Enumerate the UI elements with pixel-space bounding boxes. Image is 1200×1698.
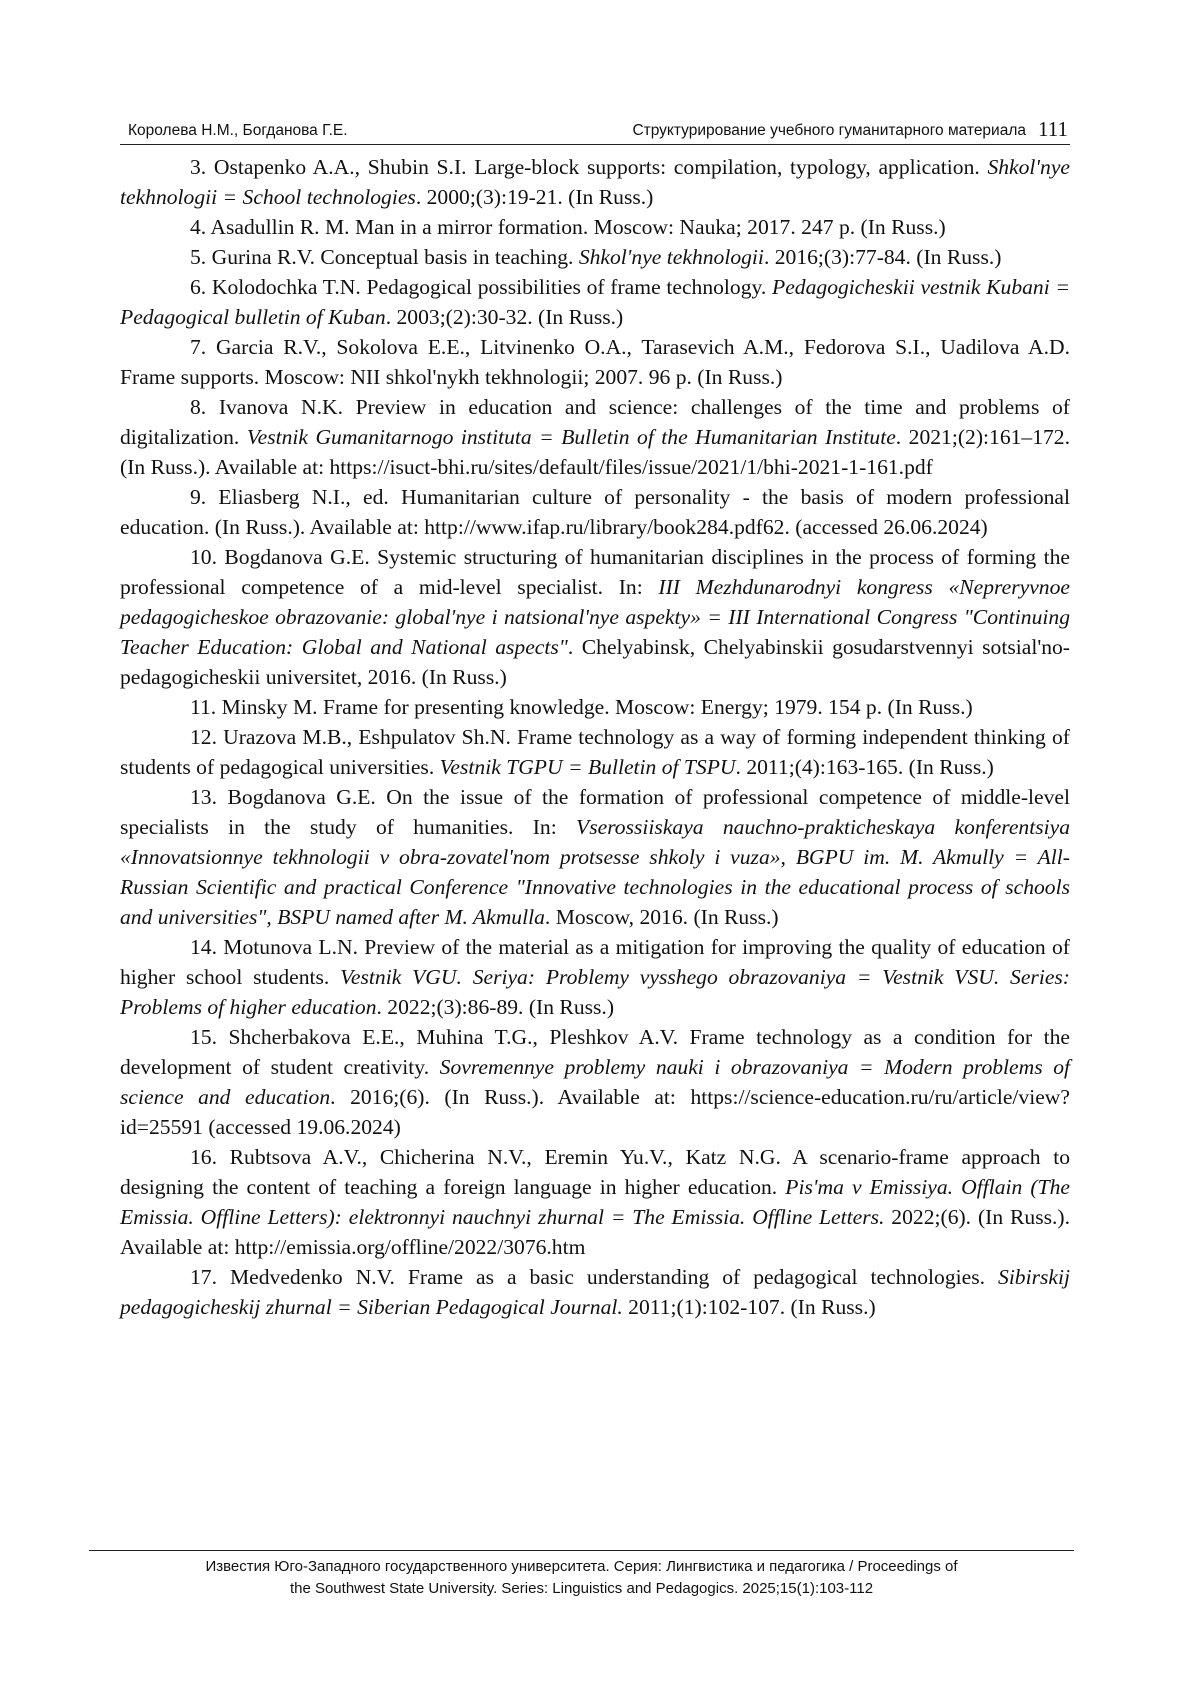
ref-source: Vserossiiskaya nauchno-prakticheskaya konferentsiya «Innovatsionnye tekhnologii v obra-zovatel'nom protsesse shkoly i vuza», BGPU im. M. Akmully = All-Russian Scientific and practical Conference "Innovative technologies in the educational process of schools and universities", BSPU named after M. Akmulla: [120, 815, 1070, 929]
reference-item: [120, 1022, 1070, 1142]
ref-text: 6. Kolodochka T.N. Pedagogical possibilities of frame technology.: [190, 275, 773, 299]
header-title: Структурирование учебного гуманитарного материала: [632, 122, 1026, 139]
ref-text: 15. Shcherbakova E.E., Muhina T.G., Pleshkov A.V. Frame technology as a condition for the development of student creativity.: [120, 1025, 1070, 1079]
ref-text: 8. Ivanova N.K. Preview in education and science: challenges of the time and problems of digitalization.: [120, 395, 1070, 449]
ref-text: 11. Minsky M. Frame for presenting knowledge. Moscow: Energy; 1979. 154 p. (In Russ.): [190, 695, 973, 719]
reference-list: [120, 152, 1070, 1322]
ref-source: Vestnik TGPU = Bulletin of TSPU: [439, 755, 736, 779]
ref-text: 9. Eliasberg N.I., ed. Humanitarian culture of personality - the basis of modern professional education. (In Russ.). Available at: http://www.ifap.ru/library/book284.pdf62. (accessed 26.06.2024): [120, 485, 1070, 539]
ref-details: . 2003;(2):30-32. (In Russ.): [385, 305, 624, 329]
ref-details: . Chelyabinsk, Chelyabinskii gosudarstvennyi sotsial'no-pedagogicheskii universitet, 2016. (In Russ.): [120, 635, 1070, 689]
ref-text: 10. Bogdanova G.E. Systemic structuring of humanitarian disciplines in the process of forming the professional competence of a mid-level specialist. In:: [120, 545, 1070, 599]
reference-item: [120, 1262, 1070, 1322]
ref-text: 12. Urazova M.B., Eshpulatov Sh.N. Frame technology as a way of forming independent thinking of students of pedagogical universities.: [120, 725, 1070, 779]
ref-text: 16. Rubtsova A.V., Chicherina N.V., Eremin Yu.V., Katz N.G. A scenario-frame approach to designing the content of teaching a foreign language in higher education.: [120, 1145, 1070, 1199]
reference-item: [120, 932, 1070, 1022]
ref-details: 2011;(1):102-107. (In Russ.): [622, 1295, 876, 1319]
ref-details: . 2021;(2):161–172. (In Russ.). Available at: https://isuct-bhi.ru/sites/default/files/issue/2021/1/bhi-2021-1-161.pdf: [120, 425, 1070, 479]
reference-item: [120, 482, 1070, 542]
ref-text: 4. Asadullin R. M. Man in a mirror formation. Moscow: Nauka; 2017. 247 p. (In Russ.): [190, 215, 946, 239]
header-authors: Королева Н.М., Богданова Г.Е.: [128, 122, 348, 139]
page-number: 111: [1038, 117, 1068, 141]
ref-text: 17. Medvedenko N.V. Frame as a basic understanding of pedagogical technologies.: [190, 1265, 999, 1289]
ref-details: . 2016;(3):77-84. (In Russ.): [763, 245, 1002, 269]
ref-source: III Mezhdunarodnyi kongress «Nepreryvnoe pedagogicheskoe obrazovanie: global'nye i natsional'nye aspekty» = III International Congress "Continuing Teacher Education: Global and National aspects": [120, 575, 1070, 659]
ref-text: 5. Gurina R.V. Conceptual basis in teaching.: [190, 245, 579, 269]
ref-source: Shkol'nye tekhnologii: [578, 245, 764, 269]
reference-item: [120, 1142, 1070, 1262]
ref-text: 3. Ostapenko A.A., Shubin S.I. Large-block supports: compilation, typology, application.: [190, 155, 988, 179]
reference-item: [120, 212, 1070, 242]
reference-item: [120, 722, 1070, 782]
reference-item: [120, 542, 1070, 692]
reference-item: [120, 152, 1070, 212]
footer-line: Известия Юго-Западного государственного университета. Серия: Лингвистика и педагогика / Proceedings of: [205, 1558, 958, 1575]
ref-details: . 2000;(3):19-21. (In Russ.): [415, 185, 654, 209]
ref-details: . 2022;(3):86-89. (In Russ.): [376, 995, 615, 1019]
ref-source: Vestnik Gumanitarnogo instituta = Bulletin of the Humanitarian Institute: [246, 425, 896, 449]
ref-source: Pedagogicheskii vestnik Kubani = Pedagogical bulletin of Kuban: [120, 275, 1070, 329]
reference-item: [120, 272, 1070, 332]
ref-text: 14. Motunova L.N. Preview of the material as a mitigation for improving the quality of education of higher school students.: [120, 935, 1070, 989]
ref-details: 2022;(6). (In Russ.). Available at: http://emissia.org/offline/2022/3076.htm: [120, 1205, 1070, 1259]
ref-source: Sovremennye problemy nauki i obrazovaniya = Modern problems of science and education: [120, 1055, 1070, 1109]
ref-details: . 2011;(4):163-165. (In Russ.): [735, 755, 994, 779]
reference-item: [120, 332, 1070, 392]
ref-source: Pis'ma v Emissiya. Offlain (The Emissia. Offline Letters): elektronnyi nauchnyi zhurnal = The Emissia. Offline Letters.: [120, 1175, 1070, 1229]
ref-text: 13. Bogdanova G.E. On the issue of the formation of professional competence of middle-level specialists in the study of humanities. In:: [120, 785, 1070, 839]
ref-source: Vestnik VGU. Seriya: Problemy vysshego obrazovaniya = Vestnik VSU. Series: Problems of higher education: [120, 965, 1070, 1019]
reference-item: [120, 242, 1070, 272]
reference-item: [120, 692, 1070, 722]
reference-item: [120, 782, 1070, 932]
running-header: [120, 116, 1070, 145]
ref-source: Sibirskij pedagogicheskij zhurnal = Siberian Pedagogical Journal.: [120, 1265, 1070, 1319]
reference-item: [120, 392, 1070, 482]
journal-footer: [89, 1550, 1074, 1600]
ref-source: Shkol'nye tekhnologii = School technologies: [120, 155, 1070, 209]
ref-details: . Moscow, 2016. (In Russ.): [544, 905, 779, 929]
ref-text: 7. Garcia R.V., Sokolova E.E., Litvinenko O.A., Tarasevich A.M., Fedorova S.I., Uadilova A.D. Frame supports. Moscow: NII shkol'nykh tekhnologii; 2007. 96 p. (In Russ.): [120, 335, 1070, 389]
ref-details: . 2016;(6). (In Russ.). Available at: https://science-education.ru/ru/article/view?id=25591 (accessed 19.06.2024): [120, 1085, 1070, 1139]
footer-line: the Southwest State University. Series: Linguistics and Pedagogics. 2025;15(1):103-112: [289, 1580, 874, 1597]
